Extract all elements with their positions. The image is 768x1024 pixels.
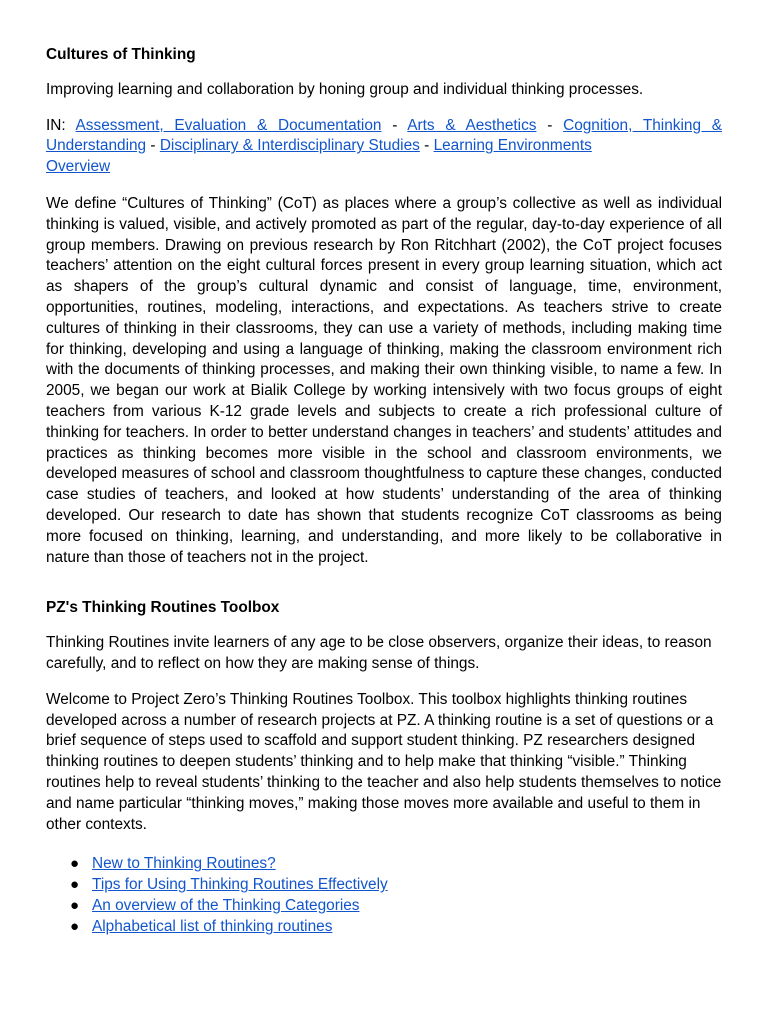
bullet-icon: ●	[70, 917, 80, 935]
link-tips-for-using[interactable]: Tips for Using Thinking Routines Effectively	[92, 876, 388, 894]
tag-separator: -	[547, 116, 553, 134]
toolbox-link-list	[46, 854, 722, 937]
section-title-thinking-routines-toolbox: PZ's Thinking Routines Toolbox	[46, 599, 280, 617]
tag-link-cognition[interactable]: Cognition, Thinking & Understanding	[46, 116, 722, 155]
topic-tags	[46, 116, 722, 178]
list-item	[46, 917, 722, 938]
tag-separator: -	[424, 137, 430, 155]
tag-link-arts[interactable]: Arts & Aesthetics	[407, 116, 537, 134]
list-item	[46, 896, 722, 917]
bullet-icon: ●	[70, 896, 80, 914]
tag-separator: -	[392, 116, 398, 134]
section-subtitle-toolbox: Thinking Routines invite learners of any age to be close observers, organize their ideas, to reason carefully, and to reflect on how they are making sense of things.	[46, 634, 712, 672]
link-alphabetical-list[interactable]: Alphabetical list of thinking routines	[92, 917, 333, 935]
section-body-cultures-of-thinking: We define “Cultures of Thinking” (CoT) as places where a group’s collective as well as individual thinking is valued, visible, and actively promoted as part of the regular, day-to-day experience of all group members. Drawing on previous research by Ron Ritchhart (2002), the CoT project focuses teachers’ attention on the eight cultural forces present in every group learning situation, which act as shapers of the group’s cultural dynamic and consist of language, time, environment, opportunities, routines, modeling, interactions, and expectations. As teachers strive to create cultures of thinking in their classrooms, they can use a variety of methods, including making time for thinking, developing and using a language of thinking, making the classroom environment rich with the documents of thinking processes, and making their own thinking visible, to name a few. In 2005, we began our work at Bialik College by working intensively with two focus groups of eight teachers from various K-12 grade levels and subjects to create a rich professional culture of thinking for teachers. In order to better understand changes in teachers’ and students’ attitudes and practices as thinking becomes more visible in the school and classroom environments, we developed measures of school and classroom thoughtfulness to capture these changes, conducted case studies of teachers, and looked at how students’ understanding of the area of thinking developed. Our research to date has shown that students recognize CoT classrooms as being more focused on thinking, learning, and understanding, and more likely to be collaborative in nature than those of teachers not in the project.	[46, 194, 722, 566]
section-body-toolbox: Welcome to Project Zero’s Thinking Routines Toolbox. This toolbox highlights thinking routines developed across a number of research projects at PZ. A thinking routine is a set of questions or a brief sequence of steps used to scaffold and support student thinking. PZ researchers designed thinking routines to deepen students’ thinking and to help make that thinking “visible.” Thinking routines help to reveal students’ thinking to the teacher and also help students themselves to notice and name particular “thinking moves,” making those moves more available and useful to them in other contexts.	[46, 690, 722, 833]
list-item	[46, 875, 722, 896]
section-subtitle: Improving learning and collaboration by honing group and individual thinking processes.	[46, 80, 644, 98]
bullet-icon: ●	[70, 876, 80, 894]
bullet-icon: ●	[70, 855, 80, 873]
tag-link-assessment[interactable]: Assessment, Evaluation & Documentation	[75, 116, 382, 134]
list-item	[46, 854, 722, 875]
tag-link-learning-environments[interactable]: Learning Environments	[433, 137, 592, 155]
overview-link[interactable]: Overview	[46, 158, 111, 176]
tag-separator: -	[150, 137, 156, 155]
link-overview-thinking-categories[interactable]: An overview of the Thinking Categories	[92, 896, 360, 914]
tag-link-disciplinary[interactable]: Disciplinary & Interdisciplinary Studies	[159, 137, 420, 155]
section-title-cultures-of-thinking: Cultures of Thinking	[46, 46, 196, 63]
link-new-to-thinking-routines[interactable]: New to Thinking Routines?	[92, 855, 276, 873]
in-label: IN:	[46, 116, 66, 134]
